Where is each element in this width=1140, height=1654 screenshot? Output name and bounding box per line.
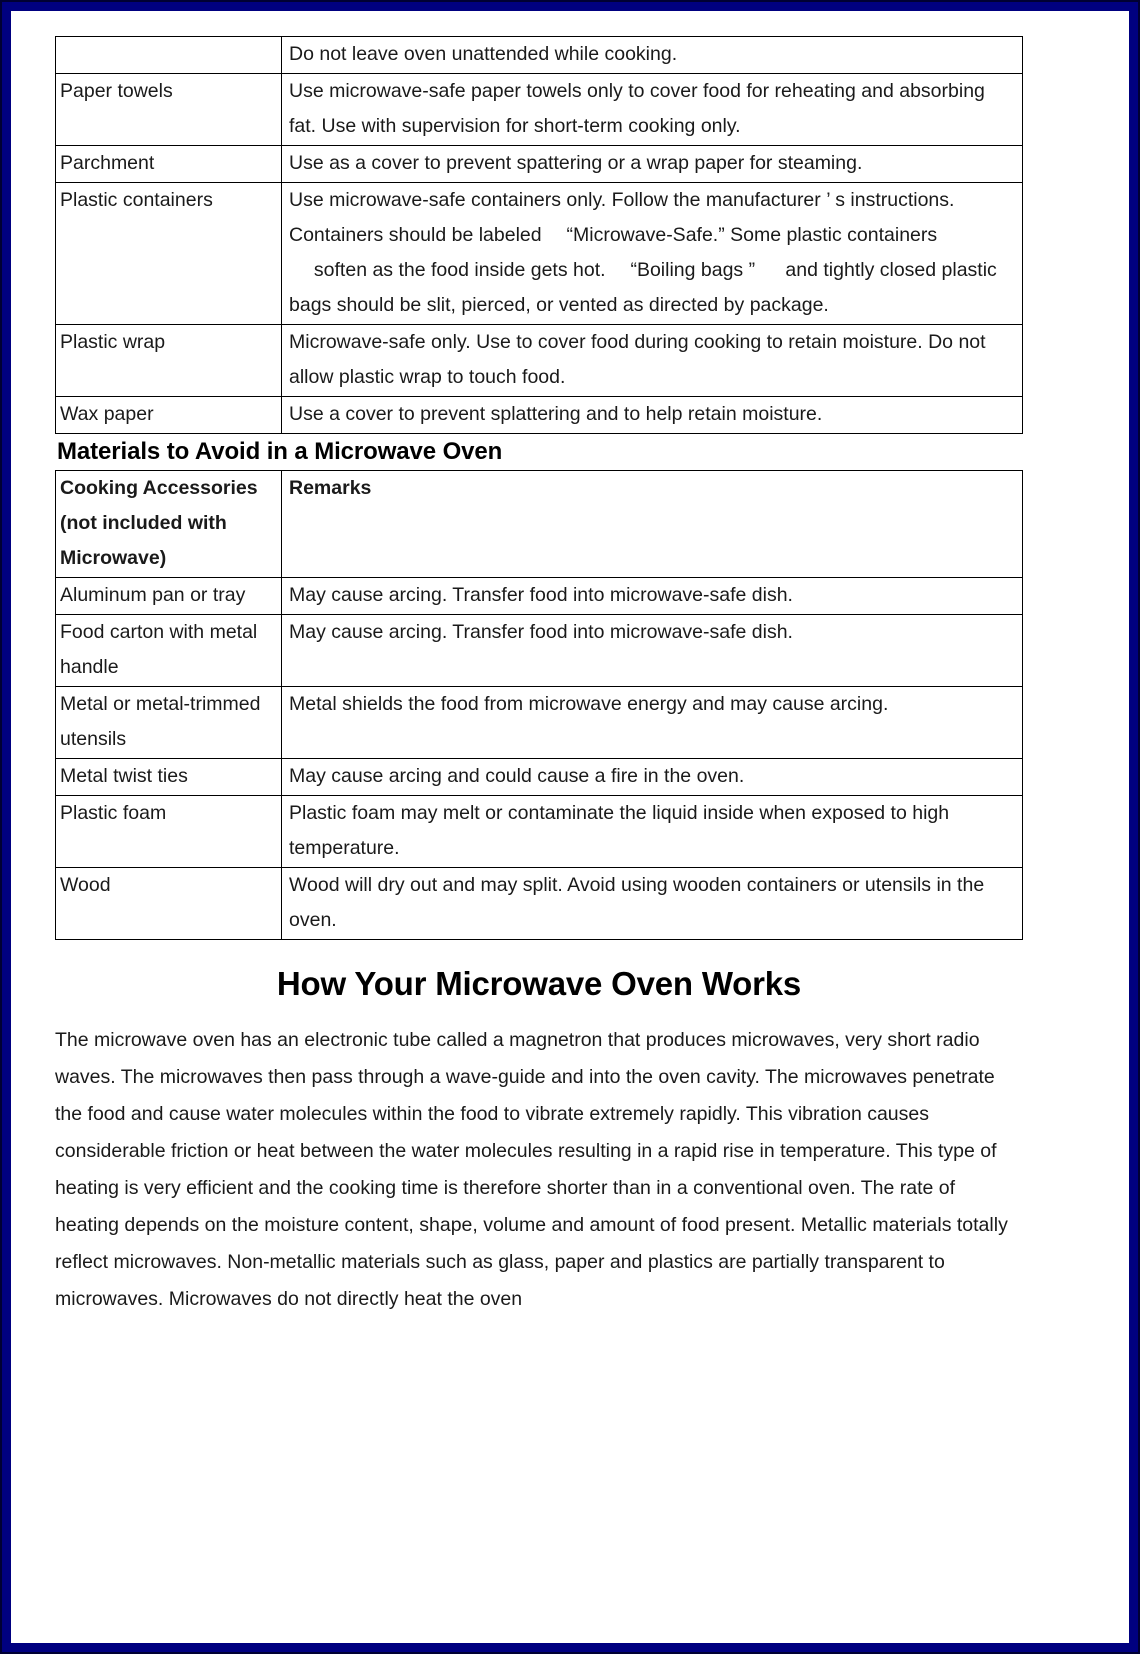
- table-row: [56, 397, 1023, 434]
- cell-remark: May cause arcing. Transfer food into microwave-safe dish.: [282, 578, 1023, 615]
- cell-material: Metal twist ties: [56, 759, 282, 796]
- cell-remark: Use as a cover to prevent spattering or a wrap paper for steaming.: [282, 146, 1023, 183]
- cell-remark: Metal shields the food from microwave energy and may cause arcing.: [282, 687, 1023, 759]
- table-row: [56, 146, 1023, 183]
- column-header-accessories: Cooking Accessories (not included with Microwave): [56, 471, 282, 578]
- table-row: [56, 615, 1023, 687]
- page-content: [55, 36, 1023, 1318]
- table-row: [56, 37, 1023, 74]
- cell-material: Plastic foam: [56, 796, 282, 868]
- table-row: [56, 183, 1023, 325]
- cell-remark: Wood will dry out and may split. Avoid using wooden containers or utensils in the oven.: [282, 868, 1023, 940]
- table-row: [56, 578, 1023, 615]
- cell-material: Plastic containers: [56, 183, 282, 325]
- cell-material: Aluminum pan or tray: [56, 578, 282, 615]
- section-heading-materials-to-avoid: Materials to Avoid in a Microwave Oven: [57, 438, 503, 465]
- column-header-remarks: Remarks: [282, 471, 1023, 578]
- cell-material: Paper towels: [56, 74, 282, 146]
- table-row: [56, 868, 1023, 940]
- cell-material: Food carton with metal handle: [56, 615, 282, 687]
- cell-material: [56, 37, 282, 74]
- cell-remark: Use a cover to prevent splattering and to help retain moisture.: [282, 397, 1023, 434]
- cell-remark: Do not leave oven unattended while cooking.: [282, 37, 1023, 74]
- cell-material: Wax paper: [56, 397, 282, 434]
- cell-material: Parchment: [56, 146, 282, 183]
- cell-material: Metal or metal-trimmed utensils: [56, 687, 282, 759]
- table-microwave-safe-materials: [55, 36, 1023, 434]
- table-row: [56, 74, 1023, 146]
- cell-remark: Plastic foam may melt or contaminate the liquid inside when exposed to high temperature.: [282, 796, 1023, 868]
- body-paragraph-how-it-works: The microwave oven has an electronic tube called a magnetron that produces microwaves, very short radio waves. The microwaves then pass through a wave-guide and into the oven cavity. The microwaves penetrate the food and cause water molecules within the food to vibrate extremely rapidly. This vibration causes considerable friction or heat between the water molecules resulting in a rapid rise in temperature. This type of heating is very efficient and the cooking time is therefore shorter than in a conventional oven. The rate of heating depends on the moisture content, shape, volume and amount of food present. Metallic materials totally reflect microwaves. Non-metallic materials such as glass, paper and plastics are partially transparent to microwaves. Microwaves do not directly heat the oven: [55, 1029, 1008, 1310]
- cell-remark: Use microwave-safe paper towels only to cover food for reheating and absorbing fat. Use with supervision for short-term cooking only.: [282, 74, 1023, 146]
- table-header-row: [56, 471, 1023, 578]
- table-row: [56, 796, 1023, 868]
- cell-remark: May cause arcing. Transfer food into microwave-safe dish.: [282, 615, 1023, 687]
- cell-remark: May cause arcing and could cause a fire in the oven.: [282, 759, 1023, 796]
- cell-remark: Use microwave-safe containers only. Follow the manufacturer ’ s instructions. Containers should be labeled “Microwave-Safe.” Some plastic containers soften as the food inside gets hot. “Boiling bags ” and tightly closed plastic bags should be slit, pierced, or vented as directed by package.: [282, 183, 1023, 325]
- table-row: [56, 325, 1023, 397]
- cell-material: Plastic wrap: [56, 325, 282, 397]
- table-row: [56, 759, 1023, 796]
- table-row: [56, 687, 1023, 759]
- table-materials-to-avoid: [55, 470, 1023, 940]
- page-title-how-it-works: How Your Microwave Oven Works: [276, 965, 802, 1002]
- cell-material: Wood: [56, 868, 282, 940]
- cell-remark: Microwave-safe only. Use to cover food during cooking to retain moisture. Do not allow plastic wrap to touch food.: [282, 325, 1023, 397]
